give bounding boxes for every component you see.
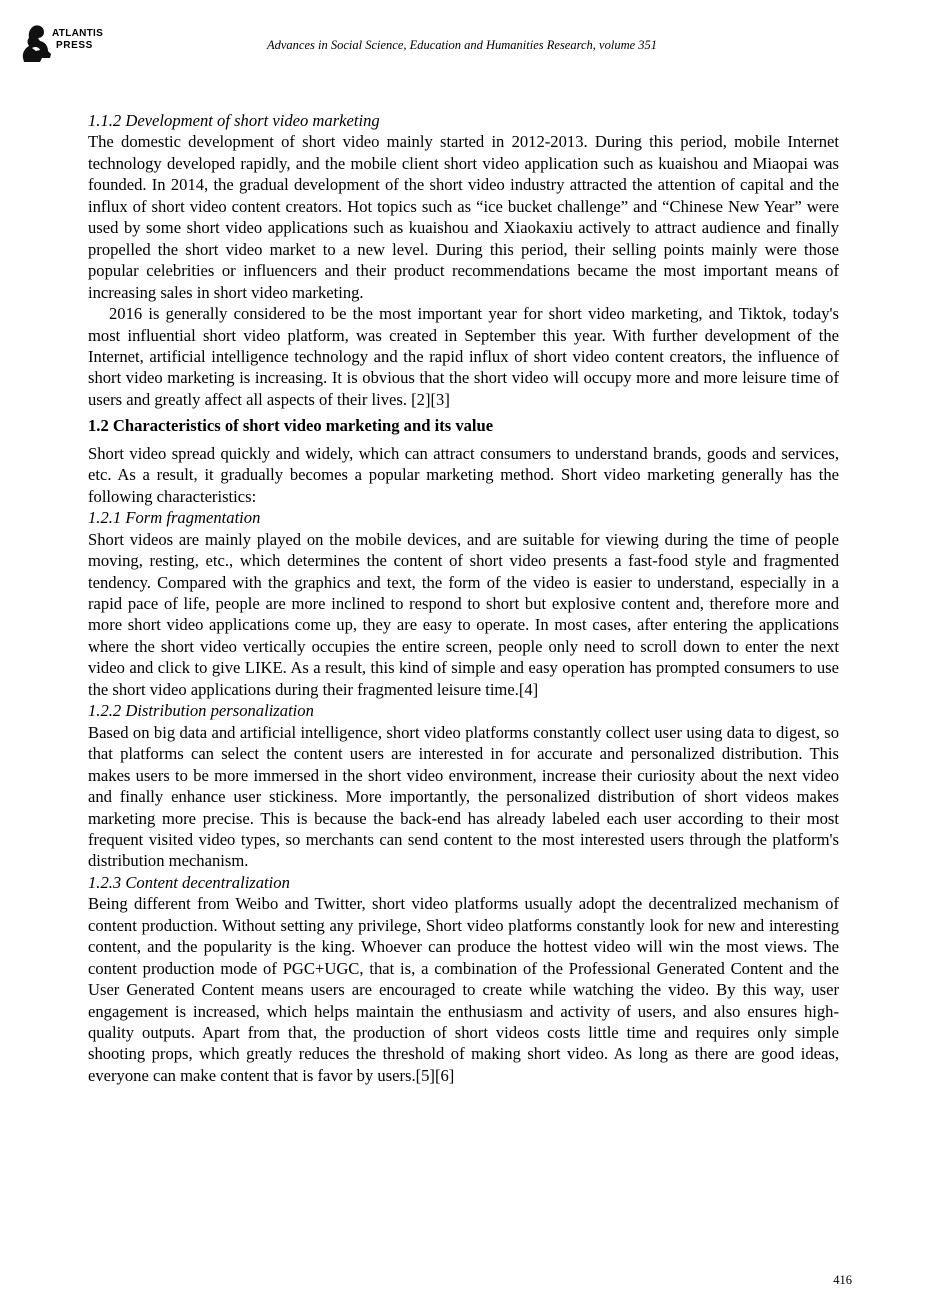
paragraph: Short videos are mainly played on the mobile devices, and are suitable for viewing during the time of people moving, resting, etc., which determines the content of short video presents a fast-food style and fragmented tendency. Compared with the graphics and text, the form of the video is easier to understand, especially in a rapid pace of life, people are more inclined to respond to short but explosive content and, therefore more and more short video applications come up, they are easy to operate. In most cases, after entering the applications where the short video vertically occupies the entire screen, people only need to scroll down to enter the next video and click to give LIKE. As a result, this kind of simple and easy operation has prompted consumers to use the short video applications during their fragmented leisure time.[4] [88,529,839,699]
paragraph: Being different from Weibo and Twitter, short video platforms usually adopt the decentralized mechanism of content production. Without setting any privilege, Short video platforms constantly look for new and interesting content, and the popularity is the king. Whoever can produce the hottest video will win the most views. The content production mode of PGC+UGC, that is, a combination of the Professional Generated Content and the User Generated Content means users are encouraged to create while watching the video. By this way, user engagement is increased, which helps maintain the enthusiasm and activity of users, and also ensures high-quality outputs. Apart from that, the production of short videos costs little time and requires only simple shooting props, which greatly reduces the threshold of making short video. As long as there are good ideas, everyone can make content that is favor by users.[5][6] [88,894,839,1085]
paragraph: The domestic development of short video mainly started in 2012-2013. During this period, mobile Internet technology developed rapidly, and the mobile client short video application such as kuaishou and Miaopai was founded. In 2014, the gradual development of the short video industry attracted the attention of capital and the influx of short video content creators. Hot topics such as “ice bucket challenge” and “Chinese New Year” were used by some short video applications such as kuaishou and Xiaokaxiu actively to attract audience and finally propelled the short video market to a new level. During this period, their selling points mainly were those popular celebrities or influencers and their product recommendations became the most important means of increasing sales in short video marketing. [88,132,839,302]
paragraph: 2016 is generally considered to be the most important year for short video marketing, and Tiktok, today's most influential short video platform, was created in September this year. With further development of the Internet, artificial intelligence technology and the rapid influx of short video content creators, the influence of short video marketing is increasing. It is obvious that the short video will occupy more and more leisure time of users and greatly affect all aspects of their lives. [2][3] [88,304,839,409]
running-head [0,38,925,53]
subsection-heading-1-2-2: 1.2.2 Distribution personalization [88,701,314,721]
subsection-heading-1-2-3: 1.2.3 Content decentralization [88,872,290,892]
subsection-heading-1-1-2: 1.1.2 Development of short video marketing [88,111,380,130]
logo-wordmark-line1: ATLANTIS [52,28,104,39]
page-number: 416 [833,1273,852,1287]
running-head-text: Advances in Social Science, Education and Humanities Research, volume 351 [266,38,658,52]
paragraph: Short video spread quickly and widely, which can attract consumers to understand brands, goods and services, etc. As a result, it gradually becomes a popular marketing method. Short video marketing generally has the following characteristics: [88,443,839,506]
page-body [88,110,839,1086]
logo-wordmark-line2: PRESS [56,40,93,51]
paragraph: Based on big data and artificial intelligence, short video platforms constantly collect user using data to digest, so that platforms can select the content users are interested in for accurate and personalized distribution. This makes users to be more immersed in the short video environment, increase their curiosity about the next video and finally enhance user stickiness. More importantly, the personalized distribution of short videos makes marketing more precise. This is because the back-end has already labeled each user according to their most frequent visited video types, so merchants can send content to the most interested users through the platform's distribution mechanism. [88,722,839,871]
section-heading-1-2: 1.2 Characteristics of short video marketing and its value [88,416,494,436]
subsection-heading-1-2-1: 1.2.1 Form fragmentation [88,508,261,528]
